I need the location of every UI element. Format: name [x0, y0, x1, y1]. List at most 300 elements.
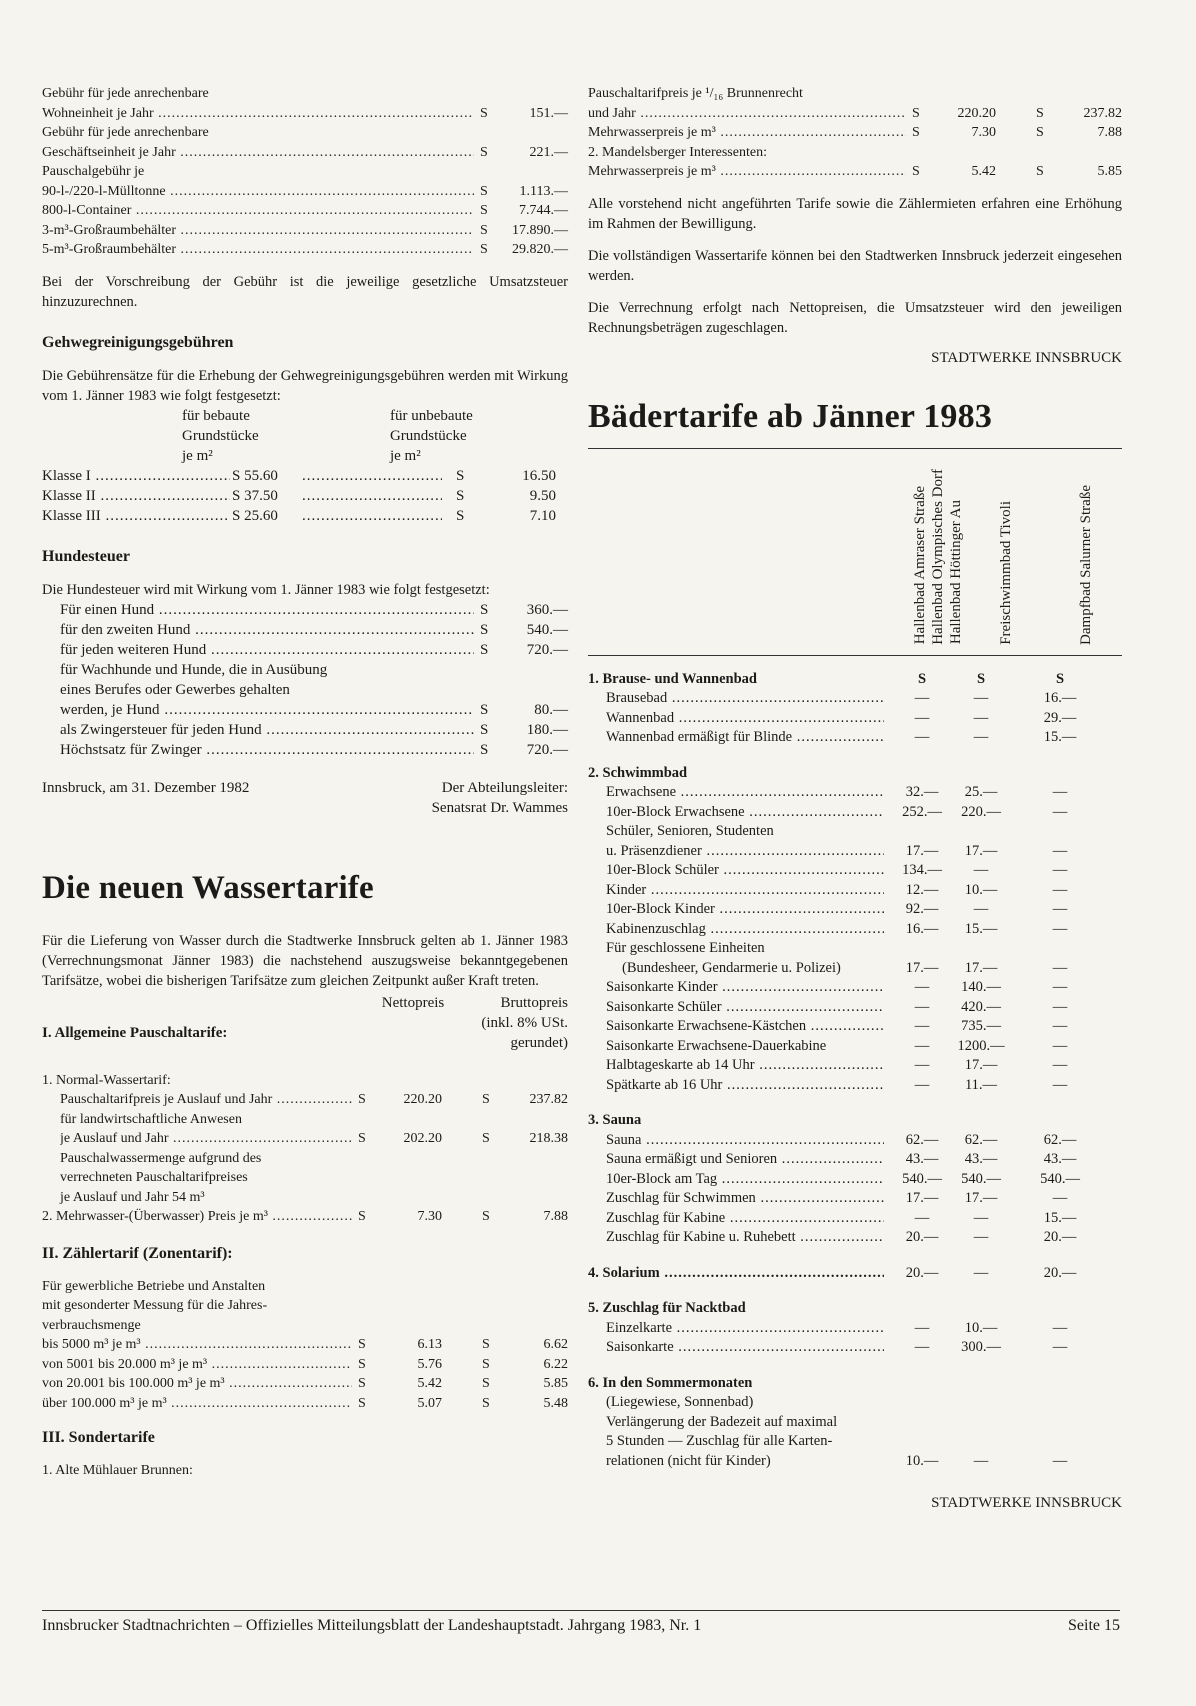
- price-cell: 17.—: [964, 959, 998, 976]
- net-price: 5.76: [417, 1356, 442, 1372]
- brutto-header-1: Bruttopreis: [500, 994, 568, 1011]
- table-text: verrechneten Pauschaltarifpreises: [60, 1170, 248, 1185]
- currency: S: [456, 507, 465, 524]
- list-item-text: für Wachhunde und Hunde, die in Ausübung: [60, 661, 328, 678]
- price-cell: 20.—: [905, 1264, 939, 1281]
- netto-header: Nettopreis: [381, 994, 445, 1011]
- price-cell: 134.—: [902, 862, 942, 878]
- net-price: 5.42: [417, 1376, 442, 1391]
- price-cell: —: [914, 690, 930, 706]
- gross-price: 5.48: [543, 1395, 568, 1411]
- price-cell: 20.—: [1043, 1264, 1077, 1281]
- price-cell: 420.—: [961, 998, 1001, 1015]
- price-cell: —: [1052, 1339, 1068, 1355]
- net-price: 7.30: [417, 1209, 442, 1224]
- baeder-column-headers: [588, 455, 1122, 656]
- table-row: [588, 1131, 1122, 1151]
- wasser-table-header: [42, 994, 568, 1053]
- table-row: [588, 709, 1122, 729]
- row-label: Brausebad .....: [606, 689, 884, 709]
- section-title: 2. Schwimmbad: [588, 764, 688, 781]
- price-cell: 540.—: [961, 1170, 1001, 1187]
- price-cell: 15.—: [1043, 1209, 1077, 1226]
- list-item: [42, 104, 568, 124]
- currency: S: [912, 164, 920, 179]
- row-label: von 5001 bis 20.000 m³ je m³ .....: [42, 1355, 352, 1375]
- currency: S: [480, 222, 488, 238]
- item-value: 7.744.—: [519, 203, 568, 218]
- signature-name: Senatsrat Dr. Wammes: [431, 799, 568, 816]
- currency: S: [358, 1376, 366, 1391]
- row-label: Kabinenzuschlag .....: [606, 920, 884, 940]
- table-row: [588, 1319, 1122, 1339]
- currency: S: [456, 487, 465, 504]
- item-value: 360.—: [526, 601, 568, 618]
- item-label: 3-m³-Großraumbehälter .....: [42, 221, 474, 241]
- price-cell: —: [1052, 881, 1068, 898]
- currency: S: [482, 1092, 490, 1107]
- item-value: 80.—: [534, 701, 568, 718]
- gross-price: 6.62: [543, 1337, 568, 1352]
- baeder-title: Bädertarife ab Jänner 1983: [588, 397, 993, 435]
- price-cell: —: [973, 1452, 989, 1469]
- list-item: [42, 640, 568, 660]
- right-column: [588, 84, 1122, 1513]
- row-label: 10er-Block Erwachsene .....: [606, 803, 884, 823]
- item-label: werden, je Hund .....: [60, 700, 474, 720]
- baeder-table: [588, 670, 1122, 1472]
- table-row: [42, 1335, 568, 1355]
- price-cell: —: [973, 901, 989, 917]
- gross-price: 237.82: [1083, 105, 1122, 121]
- hund-intro: Die Hundesteuer wird mit Wirkung vom 1. Jänner 1983 wie folgt festgesetzt:: [42, 581, 490, 598]
- item-label: Wohneinheit je Jahr .....: [42, 104, 474, 124]
- leader-dots: [302, 506, 442, 526]
- price-cell: S: [976, 670, 986, 687]
- gehweg-col2-line3: je m²: [389, 447, 421, 464]
- fee-note: Bei der Vorschreibung der Gebühr ist die jeweilige gesetzliche Umsatzsteuer hinzuzurechnen.: [42, 273, 568, 310]
- price-cell: —: [1052, 1057, 1068, 1073]
- currency: S: [480, 105, 488, 121]
- price-cell: —: [914, 709, 930, 726]
- row-label: 2. Mehrwasser-(Überwasser) Preis je m³ .....: [42, 1207, 352, 1227]
- currency: S: [480, 721, 489, 738]
- row-label: Saisonkarte Erwachsene-Dauerkabine: [606, 1037, 827, 1054]
- gehweg-col2-line2: Grundstücke: [389, 427, 467, 444]
- item-value: 720.—: [526, 641, 568, 658]
- currency: S: [912, 105, 920, 121]
- currency: S: [358, 1131, 366, 1146]
- table-row: [588, 861, 1122, 881]
- price-cell: S: [1055, 670, 1065, 687]
- net-price: 220.20: [403, 1092, 442, 1107]
- item-label: Geschäftseinheit je Jahr .....: [42, 143, 474, 163]
- list-item-text: Gebühr für jede anrechenbare: [42, 86, 209, 101]
- item-value: 29.820.—: [512, 242, 568, 257]
- table-row: [588, 1017, 1122, 1037]
- row-label: 10er-Block am Tag .....: [606, 1170, 884, 1190]
- table-row: [42, 1394, 568, 1414]
- price-cell: 62.—: [905, 1131, 939, 1148]
- col-hallenbad-olympisches-dorf: Hallenbad Olympisches Dorf: [930, 468, 946, 645]
- price-cell: —: [1052, 803, 1068, 820]
- row-label: u. Präsenzdiener .....: [606, 842, 884, 862]
- section-row: [588, 1264, 1122, 1284]
- wasser-note-1: Alle vorstehend nicht angeführten Tarife sowie die Zählermieten erfahren eine Erhöhung im Rahmen der Bewilligung.: [588, 195, 1122, 232]
- table-text: 1. Normal-Wassertarif:: [42, 1072, 171, 1088]
- item-value: 1.113.—: [519, 183, 568, 199]
- price-cell: —: [973, 1209, 989, 1226]
- row-text: Schüler, Senioren, Studenten: [606, 823, 774, 839]
- list-item: [42, 600, 568, 620]
- currency: S: [480, 203, 488, 218]
- col-freischwimmbad-tivoli: Freischwimmbad Tivoli: [998, 500, 1014, 645]
- wasser-sec2-title: II. Zählertarif (Zonentarif):: [42, 1244, 233, 1262]
- table-row: [588, 123, 1122, 143]
- price-cell: —: [914, 1339, 930, 1355]
- price-cell: —: [1052, 784, 1068, 800]
- row-label: Sauna ermäßigt und Senioren .....: [606, 1150, 884, 1170]
- price-cell: —: [1052, 1319, 1068, 1336]
- section-title: 4. Solarium .....: [588, 1264, 884, 1284]
- built-value: S 55.60: [232, 467, 278, 484]
- row-label: Wannenbad ermäßigt für Blinde .....: [606, 728, 884, 748]
- item-label: Höchstsatz für Zwinger .....: [60, 740, 474, 760]
- table-row: [588, 1076, 1122, 1096]
- gross-price: 5.85: [543, 1376, 568, 1391]
- list-item-text: Pauschalgebühr je: [42, 164, 145, 179]
- table-row: [42, 1355, 568, 1375]
- wasser-sec1-table: [42, 1071, 568, 1227]
- class-label: Klasse I .....: [42, 466, 230, 486]
- price-cell: —: [1052, 842, 1068, 859]
- table-text: 2. Mandelsberger Interessenten:: [588, 144, 767, 160]
- row-label: (Bundesheer, Gendarmerie u. Polizei): [622, 959, 841, 976]
- currency: S: [358, 1337, 366, 1352]
- gehweg-col1-line3: je m²: [182, 447, 213, 464]
- currency: S: [480, 183, 488, 199]
- price-cell: 300.—: [961, 1339, 1001, 1355]
- table-row: [588, 920, 1122, 940]
- waste-fee-list: [42, 84, 568, 260]
- item-label: Für einen Hund .....: [60, 600, 474, 620]
- price-cell: 140.—: [961, 979, 1001, 995]
- price-cell: —: [914, 1018, 930, 1034]
- item-value: 180.—: [526, 721, 568, 738]
- item-label: 5-m³-Großraumbehälter .....: [42, 240, 474, 260]
- item-label: als Zwingersteuer für jeden Hund .....: [60, 720, 474, 740]
- table-row: [42, 1207, 568, 1227]
- row-text: 5 Stunden — Zuschlag für alle Karten-: [606, 1433, 833, 1449]
- price-cell: 17.—: [905, 959, 939, 976]
- price-cell: 92.—: [905, 901, 939, 917]
- price-cell: —: [914, 1319, 930, 1336]
- currency: S: [1036, 125, 1044, 140]
- table-row: [42, 466, 568, 486]
- price-cell: 735.—: [961, 1018, 1001, 1034]
- row-label: Einzelkarte .....: [606, 1319, 884, 1339]
- price-cell: 43.—: [905, 1151, 939, 1167]
- table-row: [588, 783, 1122, 803]
- gross-price: 218.38: [529, 1131, 568, 1146]
- col-hallenbad-amras: Hallenbad Amraser Straße: [912, 486, 928, 645]
- currency: S: [482, 1209, 490, 1224]
- hund-title: Hundesteuer: [42, 547, 130, 565]
- table-row: [588, 1037, 1122, 1057]
- net-price: 220.20: [957, 105, 996, 121]
- list-item: [42, 240, 568, 260]
- row-text: Für geschlossene Einheiten: [606, 940, 765, 956]
- left-column: [42, 84, 568, 1481]
- currency: S: [482, 1356, 490, 1372]
- row-label: Wannenbad .....: [606, 709, 884, 729]
- row-label: Erwachsene .....: [606, 783, 884, 803]
- item-label: 90-l-/220-l-Mülltonne .....: [42, 182, 474, 202]
- gross-price: 7.88: [543, 1209, 568, 1224]
- price-cell: 16.—: [1043, 690, 1077, 706]
- price-cell: —: [1052, 959, 1068, 976]
- price-cell: 17.—: [964, 842, 998, 859]
- brutto-header-2: (inkl. 8% USt.: [481, 1014, 568, 1031]
- list-item: [42, 143, 568, 163]
- row-label: Kinder .....: [606, 881, 884, 901]
- wasser-continued-table: [588, 84, 1122, 182]
- wasser-sec2-table: [42, 1335, 568, 1413]
- currency: S: [912, 125, 920, 140]
- sec2-intro-line3: verbrauchsmenge: [42, 1317, 141, 1333]
- row-label: Mehrwasserpreis je m³ .....: [588, 123, 906, 143]
- unbuilt-value: 7.10: [529, 507, 556, 524]
- price-cell: —: [1052, 901, 1068, 917]
- price-cell: 43.—: [964, 1151, 998, 1167]
- section-title: 6. In den Sommermonaten: [588, 1374, 753, 1391]
- gross-price: 6.22: [543, 1356, 568, 1372]
- net-price: 5.42: [971, 164, 996, 179]
- table-row: [588, 162, 1122, 182]
- footer-publication: Innsbrucker Stadtnachrichten – Offizielles Mitteilungsblatt der Landeshauptstadt. Jahrgang 1983, Nr. 1: [42, 1617, 702, 1634]
- gehweg-col2-line1: für unbebaute: [389, 407, 473, 424]
- price-cell: 17.—: [964, 1057, 998, 1073]
- currency: S: [1036, 164, 1044, 179]
- table-row: [42, 1090, 568, 1110]
- table-row: [588, 1150, 1122, 1170]
- list-item: [42, 720, 568, 740]
- sec2-intro-line1: Für gewerbliche Betriebe und Anstalten: [42, 1278, 266, 1294]
- currency: S: [480, 641, 489, 658]
- table-row: [42, 506, 568, 526]
- table-text: Pauschalwassermenge aufgrund des: [60, 1150, 262, 1166]
- wasser-note-3: Die Verrechnung erfolgt nach Nettopreisen, die Umsatzsteuer wird den jeweiligen Rechnungsbeträgen zugeschlagen.: [588, 299, 1122, 336]
- gehweg-table: [42, 466, 568, 526]
- price-cell: 62.—: [1043, 1131, 1077, 1148]
- price-cell: 17.—: [964, 1190, 998, 1206]
- row-label: Saisonkarte Kinder .....: [606, 978, 884, 998]
- row-label: relationen (nicht für Kinder): [606, 1452, 771, 1469]
- currency: S: [480, 741, 489, 758]
- table-row: [588, 1209, 1122, 1229]
- currency: S: [480, 144, 488, 160]
- row-label: Mehrwasserpreis je m³ .....: [588, 162, 906, 182]
- price-cell: 1200.—: [957, 1037, 1005, 1054]
- sec2-intro-line2: mit gesonderter Messung für die Jahres-: [42, 1298, 268, 1313]
- price-cell: —: [973, 709, 989, 726]
- row-text: Verlängerung der Badezeit auf maximal: [606, 1413, 838, 1430]
- currency: S: [358, 1356, 366, 1372]
- price-cell: —: [973, 1264, 989, 1281]
- currency: S: [482, 1395, 490, 1411]
- hund-list: [42, 600, 568, 760]
- list-item: [42, 700, 568, 720]
- table-row: [588, 842, 1122, 862]
- currency: S: [482, 1131, 490, 1146]
- price-cell: —: [914, 1076, 930, 1093]
- price-cell: 20.—: [905, 1229, 939, 1245]
- price-cell: 11.—: [964, 1076, 998, 1093]
- table-row: [588, 959, 1122, 979]
- price-cell: 25.—: [964, 784, 998, 800]
- table-row: [42, 1374, 568, 1394]
- list-item: [42, 201, 568, 221]
- row-label: Zuschlag für Schwimmen .....: [606, 1189, 884, 1209]
- price-cell: —: [914, 1057, 930, 1073]
- currency: S: [358, 1092, 366, 1107]
- price-cell: —: [973, 862, 989, 878]
- leader-dots: [302, 466, 442, 486]
- leader-dots: [302, 486, 442, 506]
- built-value: S 25.60: [232, 507, 278, 524]
- currency: S: [480, 621, 489, 638]
- price-cell: —: [1052, 862, 1068, 878]
- table-row: [588, 689, 1122, 709]
- row-label: Saisonkarte Schüler .....: [606, 998, 884, 1018]
- currency: S: [480, 701, 489, 718]
- baeder-title-rule: [588, 448, 1122, 449]
- row-label: von 20.001 bis 100.000 m³ je m³ .....: [42, 1374, 352, 1394]
- wasser-sec2-intro: [42, 1277, 568, 1336]
- currency: S: [456, 467, 465, 484]
- class-label: Klasse II .....: [42, 486, 230, 506]
- list-item-text: eines Berufes oder Gewerbes gehalten: [60, 681, 290, 698]
- price-cell: S: [917, 670, 927, 687]
- list-item: [42, 740, 568, 760]
- item-value: 17.890.—: [512, 222, 568, 238]
- table-row: [588, 1189, 1122, 1209]
- row-label: Saisonkarte Erwachsene-Kästchen .....: [606, 1017, 884, 1037]
- price-cell: 540.—: [1040, 1170, 1080, 1187]
- item-label: 800-l-Container .....: [42, 201, 474, 221]
- price-cell: —: [914, 1209, 930, 1226]
- net-price: 7.30: [971, 125, 996, 140]
- class-label: Klasse III .....: [42, 506, 230, 526]
- table-row: [588, 1452, 1122, 1472]
- currency: S: [480, 601, 489, 618]
- table-row: [588, 1338, 1122, 1358]
- currency: S: [482, 1376, 490, 1391]
- wasser-sec3-title: III. Sondertarife: [42, 1429, 155, 1446]
- currency: S: [482, 1337, 490, 1352]
- price-cell: 252.—: [902, 803, 942, 820]
- section-row: [588, 670, 1122, 690]
- table-row: [588, 728, 1122, 748]
- row-label: Spätkarte ab 16 Uhr .....: [606, 1076, 884, 1096]
- list-item: [42, 221, 568, 241]
- place-date: Innsbruck, am 31. Dezember 1982: [42, 779, 250, 796]
- row-label: Halbtageskarte ab 14 Uhr .....: [606, 1056, 884, 1076]
- table-text: je Auslauf und Jahr 54 m³: [60, 1189, 205, 1205]
- table-row: [588, 104, 1122, 124]
- table-row: [588, 1228, 1122, 1248]
- table-row: [588, 998, 1122, 1018]
- table-text: für landwirtschaftliche Anwesen: [60, 1111, 242, 1127]
- table-row: [42, 486, 568, 506]
- table-row: [588, 1170, 1122, 1190]
- net-price: 5.07: [417, 1395, 442, 1411]
- row-label: über 100.000 m³ je m³ .....: [42, 1394, 352, 1414]
- unbuilt-value: 16.50: [522, 467, 556, 484]
- price-cell: —: [1052, 1037, 1068, 1054]
- row-label: Zuschlag für Kabine u. Ruhebett .....: [606, 1228, 884, 1248]
- gross-price: 7.88: [1097, 125, 1122, 140]
- table-row: [588, 900, 1122, 920]
- gehweg-col1-line2: Grundstücke: [182, 427, 259, 444]
- page-footer: [42, 1610, 1120, 1635]
- gross-price: 237.82: [529, 1092, 568, 1107]
- list-item-text: Gebühr für jede anrechenbare: [42, 125, 209, 140]
- price-cell: —: [973, 729, 989, 745]
- price-cell: 15.—: [964, 920, 998, 937]
- item-value: 151.—: [529, 105, 568, 121]
- currency: S: [358, 1395, 366, 1411]
- price-cell: 17.—: [905, 1190, 939, 1206]
- price-cell: 20.—: [1043, 1229, 1077, 1245]
- price-cell: —: [1052, 1076, 1068, 1093]
- section-title: 3. Sauna: [588, 1112, 642, 1128]
- page-number: Seite 15: [1068, 1617, 1120, 1634]
- table-row: [588, 803, 1122, 823]
- row-text: (Liegewiese, Sonnenbad): [606, 1394, 754, 1410]
- price-cell: —: [1052, 1190, 1068, 1206]
- wasser-intro: Für die Lieferung von Wasser durch die Stadtwerke Innsbruck gelten ab 1. Jänner 1983 (Verrechnungsmonat Jänner 1983) die nachstehend auszugsweise bekanntgegebenen Tarifsätze, wobei die bisherigen Tarifsätze zum gleichen Zeitpunkt außer Kraft treten.: [42, 932, 568, 989]
- row-label: Pauschaltarifpreis je Auslauf und Jahr .....: [60, 1090, 352, 1110]
- price-cell: 15.—: [1043, 729, 1077, 745]
- brutto-header-3: gerundet): [510, 1034, 568, 1051]
- signature-role: Der Abteilungsleiter:: [441, 779, 568, 796]
- item-value: 221.—: [529, 144, 568, 160]
- price-cell: 62.—: [964, 1131, 998, 1148]
- col-hallenbad-hoettinger-au: Hallenbad Höttinger Au: [948, 500, 964, 645]
- list-item: [42, 620, 568, 640]
- price-cell: 220.—: [961, 803, 1001, 820]
- row-label: Zuschlag für Kabine .....: [606, 1209, 884, 1229]
- price-cell: —: [1052, 920, 1068, 937]
- item-label: für jeden weiteren Hund .....: [60, 640, 474, 660]
- gross-price: 5.85: [1097, 164, 1122, 179]
- price-cell: 32.—: [905, 784, 939, 800]
- table-row: [588, 881, 1122, 901]
- section-title: 1. Brause- und Wannenbad: [588, 670, 757, 687]
- price-cell: 10.—: [964, 1319, 998, 1336]
- row-label: Sauna .....: [606, 1131, 884, 1151]
- table-text: Pauschaltarifpreis je ¹/₁₆ Brunnenrecht: [588, 86, 803, 101]
- price-cell: —: [973, 1229, 989, 1245]
- gehweg-table-header: [42, 406, 568, 466]
- price-cell: —: [914, 1037, 930, 1054]
- wasser-title: Die neuen Wassertarife: [42, 869, 374, 906]
- table-row: [588, 1056, 1122, 1076]
- currency: S: [358, 1209, 366, 1224]
- price-cell: —: [1052, 1018, 1068, 1034]
- table-row: [588, 978, 1122, 998]
